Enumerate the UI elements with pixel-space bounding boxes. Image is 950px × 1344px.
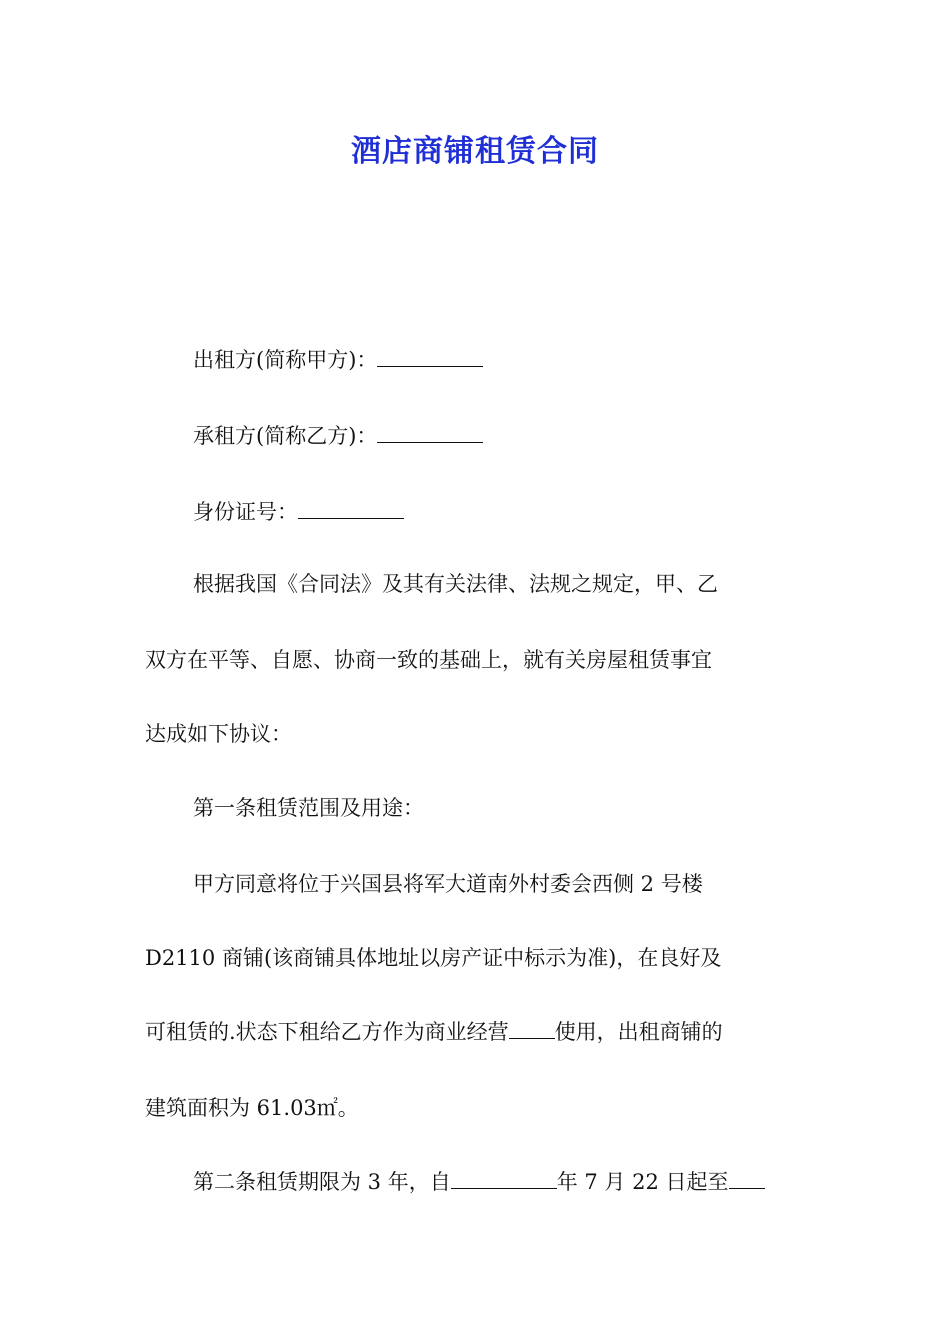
article2-line <box>0 1164 950 1200</box>
start-year-blank <box>451 1164 557 1189</box>
article1-line-1: 甲方同意将位于兴国县将军大道南外村委会西侧 2 号楼 <box>193 872 703 896</box>
article1-heading: 第一条租赁范围及用途： <box>193 796 424 820</box>
lessor-label: 出租方(简称甲方)： <box>193 348 378 372</box>
document-title: 酒店商铺租赁合同 <box>351 134 599 169</box>
article1-line-2: D2110 商铺(该商铺具体地址以房产证中标示为准)，在良好及 <box>145 946 722 970</box>
intro-line-3: 达成如下协议： <box>145 722 292 746</box>
article1-line-3a: 可租赁的.状态下租给乙方作为商业经营 <box>145 1020 509 1044</box>
lessee-blank <box>377 418 483 443</box>
intro-line-1: 根据我国《合同法》及其有关法律、法规之规定，甲、乙 <box>193 572 718 596</box>
article2-part-a: 第二条租赁期限为 3 年，自 <box>193 1170 451 1194</box>
article1-line-3b: 使用，出租商铺的 <box>554 1020 723 1044</box>
article2-part-b: 年 7 月 22 日起至 <box>556 1170 729 1194</box>
lessor-line <box>0 342 950 378</box>
id-label: 身份证号： <box>193 500 298 524</box>
lessee-line <box>0 418 950 454</box>
lessee-label: 承租方(简称乙方)： <box>193 424 378 448</box>
business-blank <box>509 1014 555 1039</box>
lessor-blank <box>377 342 483 367</box>
id-blank <box>298 494 404 519</box>
id-line <box>0 494 950 530</box>
article1-line-4: 建筑面积为 61.03㎡。 <box>145 1096 359 1120</box>
article1-line-3 <box>0 1014 950 1050</box>
intro-line-2: 双方在平等、自愿、协商一致的基础上，就有关房屋租赁事宜 <box>145 648 712 672</box>
end-year-blank <box>729 1164 765 1189</box>
